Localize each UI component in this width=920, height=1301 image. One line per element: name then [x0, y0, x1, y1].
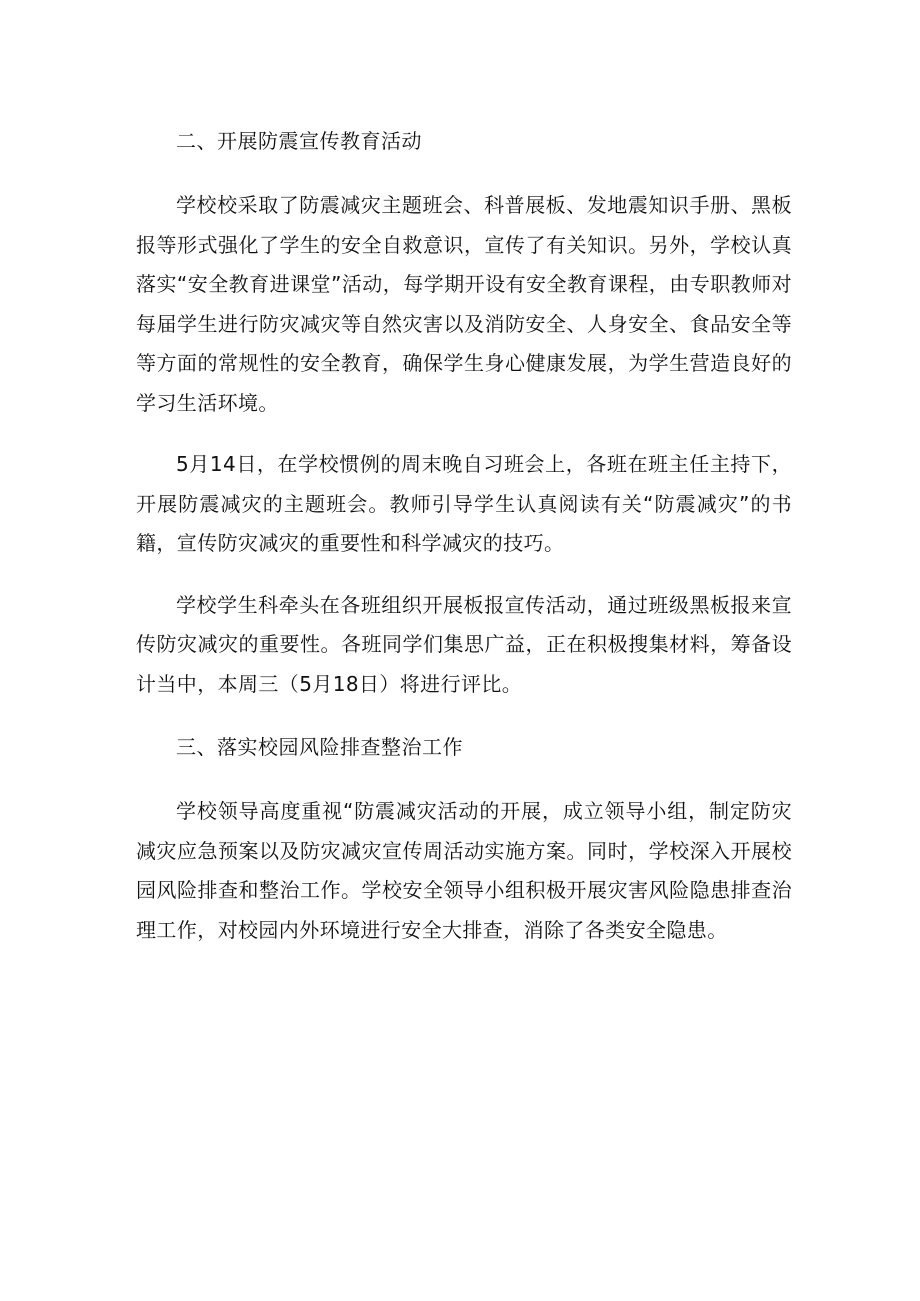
- paragraph-4: 学校领导高度重视“防震减灾活动的开展，成立领导小组，制定防灾减灾应急预案以及防灾减灾宣传周活动实施方案。同时，学校深入开展校园风险排查和整治工作。学校安全领导小组积极开展灾害风险隐患排查治理工作，对校园内外环境进行安全大排查，消除了各类安全隐患。: [136, 799, 792, 942]
- paragraph-1: 学校校采取了防震减灾主题班会、科普展板、发地震知识手册、黑板报等形式强化了学生的安全自救意识，宣传了有关知识。另外，学校认真落实“安全教育进课堂”活动，每学期开设有安全教育课程，由专职教师对每届学生进行防灾减灾等自然灾害以及消防安全、人身安全、食品安全等等方面的常规性的安全教育，确保学生身心健康发展，为学生营造良好的学习生活环境。: [136, 193, 792, 415]
- paragraph-2: 5月14日，在学校惯例的周末晚自习班会上，各班在班主任主持下，开展防震减灾的主题班会。教师引导学生认真阅读有关“防震减灾”的书籍，宣传防灾减灾的重要性和科学减灾的技巧。: [136, 452, 792, 555]
- section-heading-2: 二、开展防震宣传教育活动: [176, 129, 422, 153]
- paragraph-3: 学校学生科牵头在各班组织开展板报宣传活动，通过班级黑板报来宣传防灾减灾的重要性。各班同学们集思广益，正在积极搜集材料，筹备设计当中，本周三（5月18日）将进行评比。: [136, 592, 792, 696]
- section-heading-3: 三、落实校园风险排查整治工作: [176, 735, 463, 759]
